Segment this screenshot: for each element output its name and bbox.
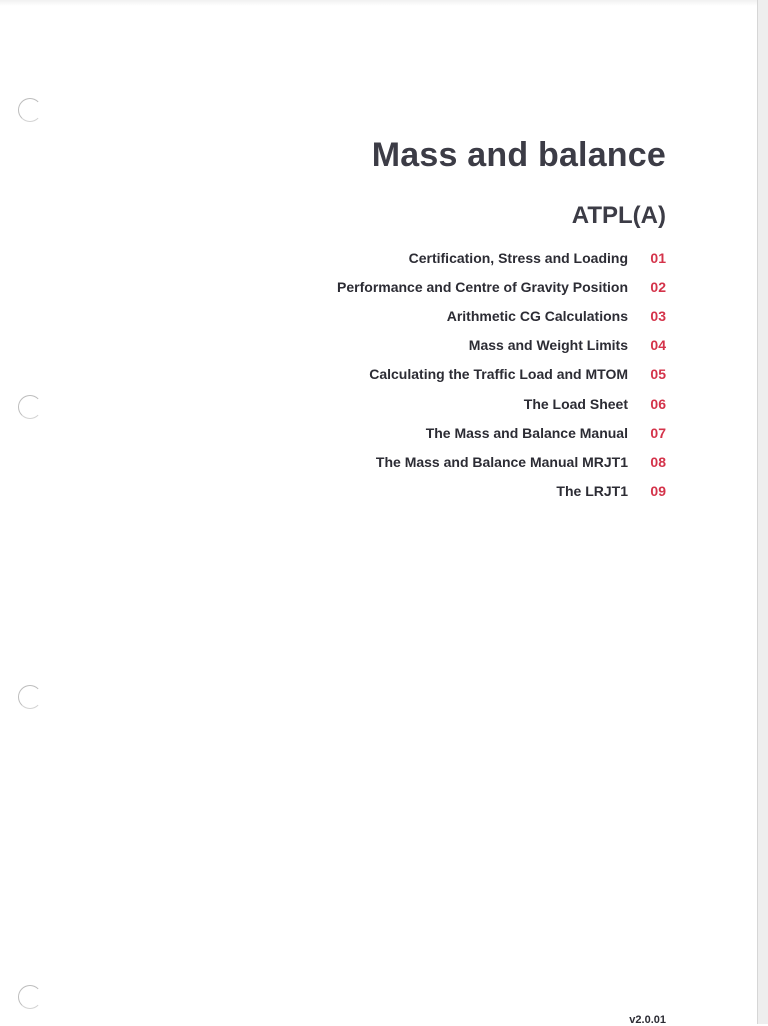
page-subtitle: ATPL(A) <box>571 202 666 229</box>
toc-item-07[interactable] <box>337 418 666 447</box>
toc-item-number: 07 <box>650 424 666 441</box>
toc-item-04[interactable] <box>337 331 666 360</box>
table-of-contents <box>337 243 666 506</box>
toc-item-label: The Load Sheet <box>523 395 628 412</box>
page-title: Mass and balance <box>371 136 666 174</box>
toc-item-label: The Mass and Balance Manual <box>425 424 628 441</box>
page-edge <box>757 0 768 1024</box>
toc-item-label: Arithmetic CG Calculations <box>446 307 628 324</box>
toc-item-03[interactable] <box>337 301 666 330</box>
toc-item-number: 01 <box>650 249 666 266</box>
toc-item-label: Performance and Centre of Gravity Position <box>337 278 628 295</box>
punch-hole-1 <box>18 98 42 122</box>
toc-item-02[interactable] <box>337 272 666 301</box>
toc-item-label: The LRJT1 <box>556 483 628 500</box>
toc-item-06[interactable] <box>337 389 666 418</box>
toc-item-09[interactable] <box>337 477 666 506</box>
toc-item-number: 06 <box>650 395 666 412</box>
toc-item-label: Certification, Stress and Loading <box>408 249 628 266</box>
toc-item-number: 03 <box>650 307 666 324</box>
toc-item-label: Mass and Weight Limits <box>468 337 628 354</box>
toc-item-number: 05 <box>650 366 666 383</box>
toc-item-number: 04 <box>650 337 666 354</box>
toc-item-08[interactable] <box>337 447 666 476</box>
toc-item-05[interactable] <box>337 360 666 389</box>
toc-item-label: Calculating the Traffic Load and MTOM <box>369 366 628 383</box>
punch-hole-2 <box>18 395 42 419</box>
version-label: v2.0.01 <box>629 1014 666 1026</box>
page-top-shadow <box>0 0 758 6</box>
punch-hole-3 <box>18 685 42 709</box>
toc-item-label: The Mass and Balance Manual MRJT1 <box>375 453 628 470</box>
toc-item-01[interactable] <box>337 243 666 272</box>
toc-item-number: 02 <box>650 278 666 295</box>
toc-item-number: 08 <box>650 453 666 470</box>
toc-item-number: 09 <box>650 483 666 500</box>
punch-hole-4 <box>18 985 42 1009</box>
